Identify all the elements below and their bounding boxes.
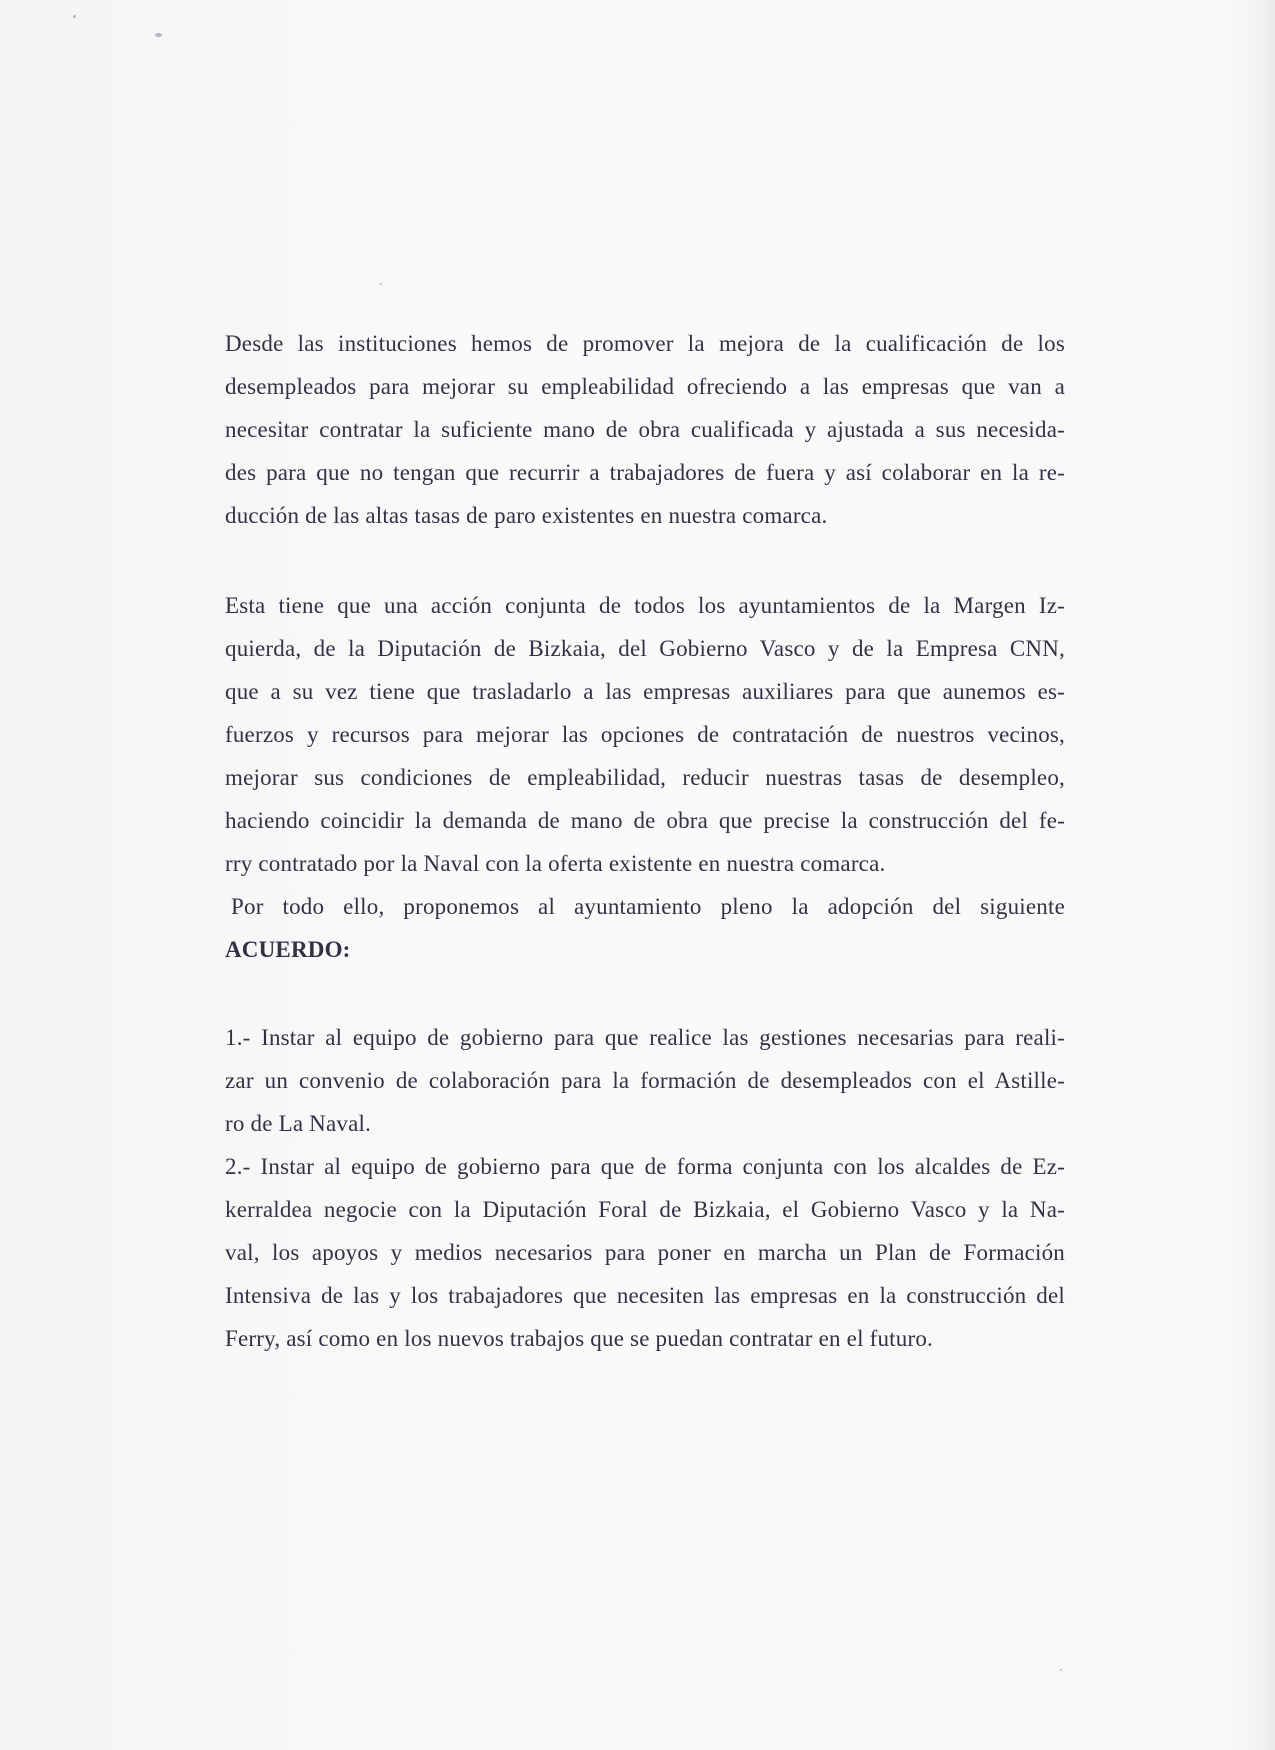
- agreement-item-1: [225, 1016, 1065, 1145]
- text-line: kerraldea negocie con la Diputación Foral de Bizkaia, el Gobierno Vasco y la Na-: [225, 1197, 1065, 1222]
- text-line: necesitar contratar la suficiente mano de obra cualificada y ajustada a sus necesida-: [225, 417, 1065, 442]
- text-line: que a su vez tiene que trasladarlo a las empresas auxiliares para que aunemos es-: [225, 679, 1065, 704]
- text-line: desempleados para mejorar su empleabilidad ofreciendo a las empresas que van a: [225, 374, 1065, 399]
- text-line: haciendo coincidir la demanda de mano de obra que precise la construcción del fe-: [225, 808, 1065, 833]
- paragraph-joint-action: [225, 584, 1065, 885]
- paragraph-proposal: [225, 885, 1065, 971]
- text-line: des para que no tengan que recurrir a trabajadores de fuera y así colaborar en la re-: [225, 460, 1065, 485]
- scan-speck: [73, 15, 76, 18]
- text-line: Esta tiene que una acción conjunta de todos los ayuntamientos de la Margen Iz-: [225, 593, 1065, 618]
- text-line: Intensiva de las y los trabajadores que necesiten las empresas en la construcción del: [225, 1283, 1065, 1308]
- text-line: mejorar sus condiciones de empleabilidad, reducir nuestras tasas de desempleo,: [225, 765, 1065, 790]
- scan-speck: [1060, 1669, 1062, 1671]
- text-line: Ferry, así como en los nuevos trabajos que se puedan contratar en el futuro.: [225, 1326, 933, 1351]
- agreement-heading: ACUERDO:: [225, 937, 351, 962]
- page-edge-shadow: [1235, 0, 1275, 1750]
- text-line: rry contratado por la Naval con la oferta existente en nuestra comarca.: [225, 851, 886, 876]
- text-line: ducción de las altas tasas de paro existentes en nuestra comarca.: [225, 503, 828, 528]
- scan-speck: [380, 283, 382, 285]
- text-line: val, los apoyos y medios necesarios para poner en marcha un Plan de Formación: [225, 1240, 1065, 1265]
- paragraph-intro: [225, 322, 1065, 537]
- text-line: quierda, de la Diputación de Bizkaia, del Gobierno Vasco y de la Empresa CNN,: [225, 636, 1065, 661]
- scan-speck: [155, 33, 162, 37]
- text-line: zar un convenio de colaboración para la formación de desempleados con el Astille-: [225, 1068, 1065, 1093]
- text-line: ro de La Naval.: [225, 1111, 372, 1136]
- text-line: 1.- Instar al equipo de gobierno para que realice las gestiones necesarias para reali-: [225, 1025, 1065, 1050]
- text-line: 2.- Instar al equipo de gobierno para que de forma conjunta con los alcaldes de Ez-: [225, 1154, 1065, 1179]
- text-line: Por todo ello, proponemos al ayuntamiento pleno la adopción del siguiente: [231, 894, 1065, 919]
- agreement-item-2: [225, 1145, 1065, 1360]
- text-line: fuerzos y recursos para mejorar las opciones de contratación de nuestros vecinos,: [225, 722, 1065, 747]
- text-line: Desde las instituciones hemos de promover la mejora de la cualificación de los: [225, 331, 1065, 356]
